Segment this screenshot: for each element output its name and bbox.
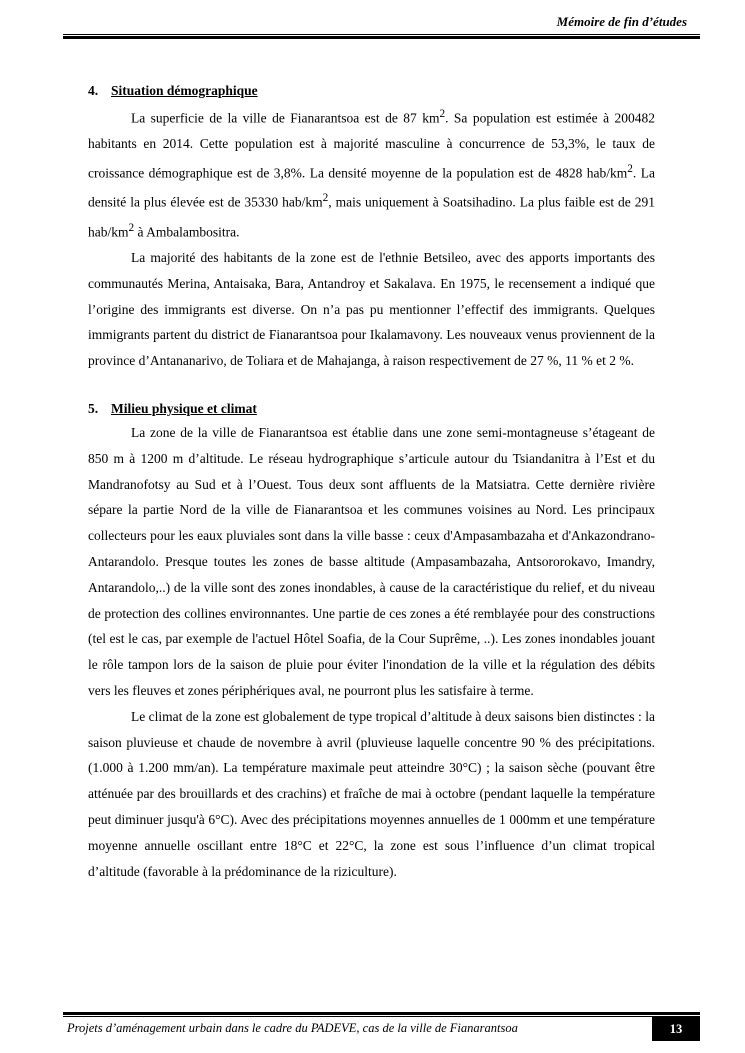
text-run: . La densité la plus élevée est de 35330 hab/km (88, 165, 655, 210)
section-heading (88, 80, 655, 102)
section-spacer (88, 374, 655, 398)
paragraph: Le climat de la zone est globalement de type tropical d’altitude à deux saisons bien distinctes : la saison pluvieuse et chaude de novembre à avril (pluvieuse laquelle concentre 90 % des précipitations. (1.000 à 1.200 mm/an). La température maximale peut atteindre 30°C) ; la saison sèche (pouvant être atténuée par des brouillards et des crachins) et fraîche de mai à octobre (pendant laquelle la température peut diminuer jusqu'à 6°C). Avec des précipitations moyennes annuelles de 1 000mm et une température moyenne annuelle oscillant entre 18°C et 22°C, la zone est sous l’influence d’un climat tropical d’altitude (favorable à la prédominance de la riziculture). (88, 708, 655, 879)
section-number: 4. (88, 83, 99, 98)
page-number: 13 (652, 1017, 700, 1041)
page-content (88, 80, 655, 884)
section-heading (88, 398, 655, 420)
running-footer: Projets d’aménagement urbain dans le cadre du PADEVE, cas de la ville de Fianarantsoa (67, 1021, 518, 1035)
section-title: Situation démographique (111, 83, 258, 98)
paragraph: La majorité des habitants de la zone est de l'ethnie Betsileo, avec des apports importants des communautés Merina, Antaisaka, Bara, Antandroy et Sakalava. En 1975, le recensement a indiqué que l’origine des immigrants est diverse. On n’a pas pu mentionner l’effectif des immigrants. Quelques immigrants partent du district de Fianarantsoa pour Ikalamavony. Les nouveaux venus proviennent de la province d’Antananarivo, de Toliara et de Mahajanga, à raison respectivement de 27 %, 11 % et 2 %. (88, 249, 655, 369)
superscript: 2 (627, 163, 633, 176)
superscript: 2 (322, 192, 329, 205)
text-run: , mais uniquement à Soatsihadino. La plus faible est de 291 hab/km (88, 194, 656, 240)
section-number: 5. (88, 400, 99, 416)
section-title: Milieu physique et climat (111, 400, 257, 416)
paragraph: La zone de la ville de Fianarantsoa est établie dans une zone semi-montagneuse s’étageant de 850 m à 1200 m d’altitude. Le réseau hydrographique s’articule autour du Tsiandanitra à l’Est et du Mandranofotsy au Sud et à l’Ouest. Tous deux sont affluents de la Matsiatra. Cette dernière rivière sépare la partie Nord de la ville de Fianarantsoa et les communes voisines au Nord. Les principaux collecteurs pour les eaux pluviales sont dans la ville basse : ceux d'Ampasambazaha et d'Ankazondrano-Antarandolo. Presque toutes les zones de basse altitude (Ampasambazaha, Antsororokavo, Imandry, Antarandolo,..) de la ville sont des zones inondables, à cause de la caractéristique du relief, et du niveau de protection des collines environnantes. Une partie de ces zones a été remblayée pour des constructions (tel est le cas, par exemple de l'actuel Hôtel Soafia, de la Cour Suprême, ..). Les zones inondables jouant le rôle tampon lors de la saison de pluie pour éviter l'inondation de la ville et la régulation des débits vers les fleuves et zones périphériques aval, ne pourront plus les satisfaire à terme. (88, 424, 655, 698)
superscript: 2 (128, 221, 135, 234)
text-run: . Sa population est estimée à 200482 habitants en 2014. Cette population est à majorité masculine à concurrence de 53,3%, le taux de croissance démographique est de 3,8%. La densité moyenne de la population est de 4828 hab/km (88, 110, 655, 181)
superscript: 2 (439, 108, 446, 120)
text-run: à Ambalambositra. (134, 224, 240, 240)
running-header: Mémoire de fin d’études (556, 14, 687, 29)
text-run: La superficie de la ville de Fianarantsoa est de 87 km (131, 110, 440, 126)
footer-rule (63, 1012, 700, 1017)
header-rule (63, 34, 700, 39)
paragraph (88, 102, 655, 245)
